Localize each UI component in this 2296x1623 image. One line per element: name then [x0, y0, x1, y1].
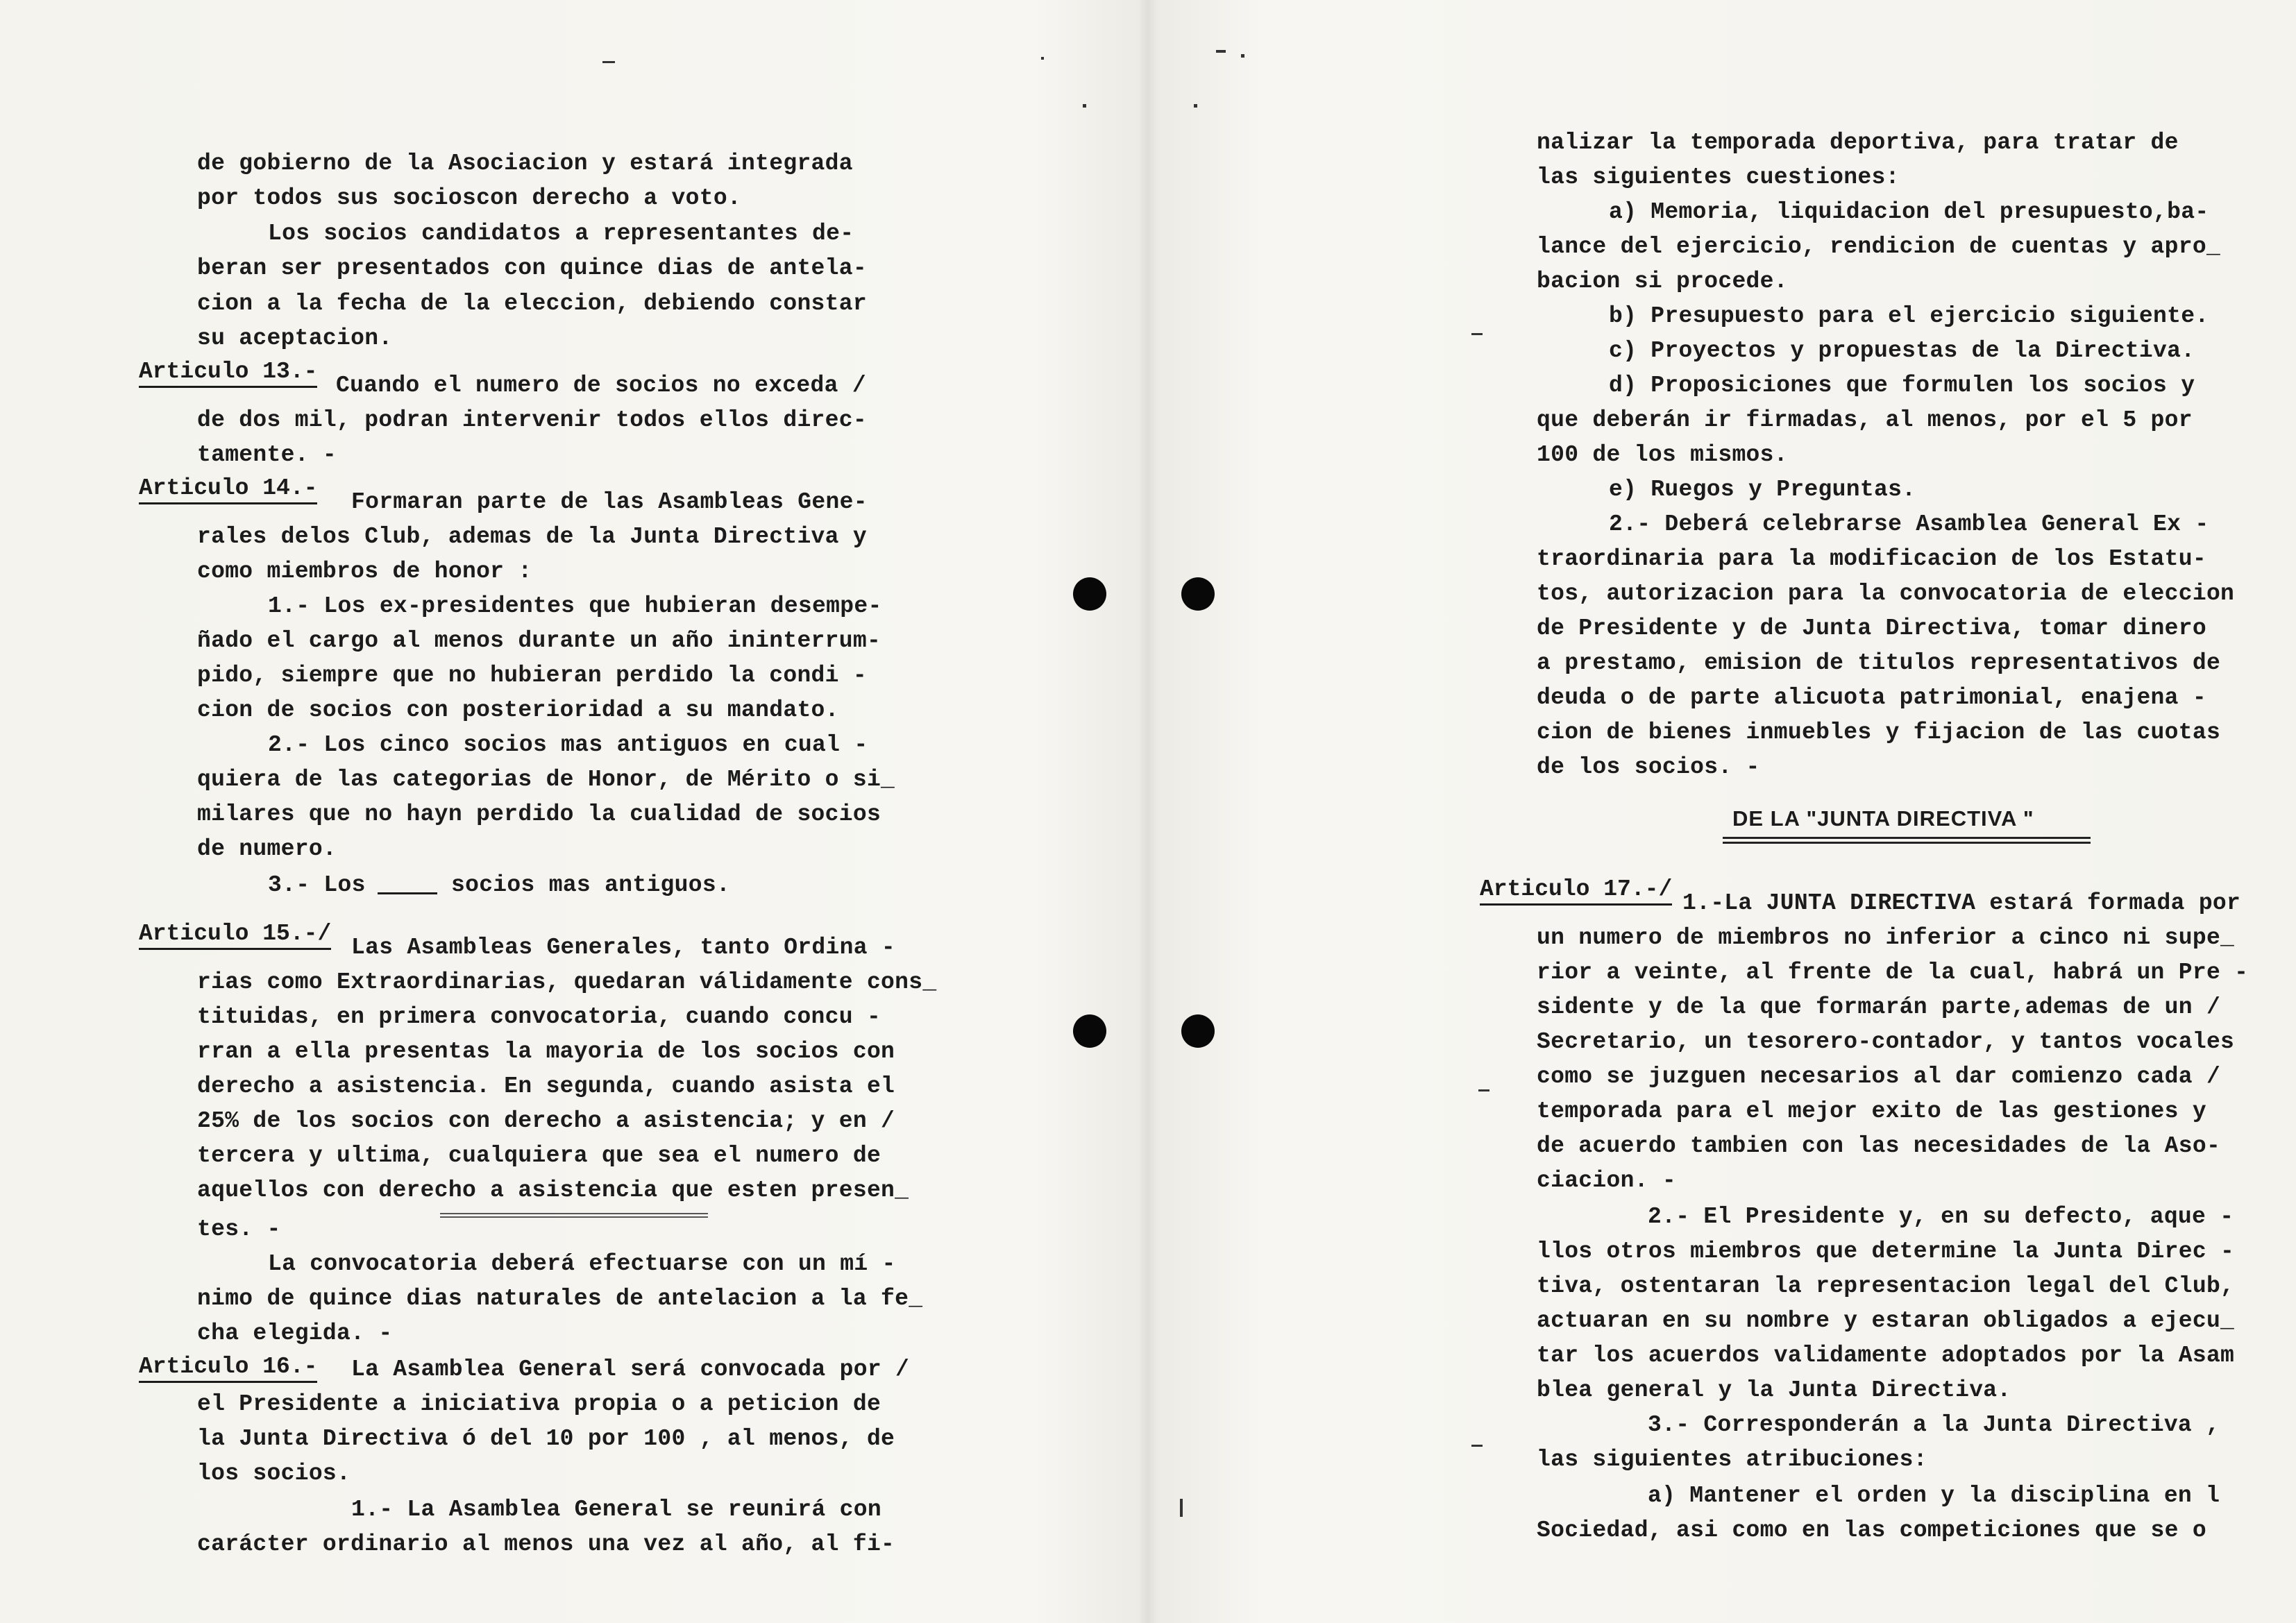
text-line: de acuerdo tambien con las necesidades de la Aso- — [1537, 1133, 2221, 1159]
text-line: su aceptacion. — [197, 325, 393, 351]
text-line: tamente. - — [197, 442, 337, 468]
text-line: quiera de las categorias de Honor, de Mérito o si_ — [197, 767, 895, 792]
text-line: Los socios candidatos a representantes de- — [268, 221, 854, 246]
text-line: como se juzguen necesarios al dar comienzo cada / — [1537, 1064, 2221, 1089]
text-line: que deberán ir firmadas, al menos, por el 5 por — [1537, 407, 2193, 433]
text-line: las siguientes atribuciones: — [1537, 1447, 1927, 1472]
text-line: cha elegida. - — [197, 1320, 393, 1346]
text-line: 1.- Los ex-presidentes que hubieran desempe- — [268, 593, 882, 619]
text-line: 3.- Los — [268, 872, 366, 898]
article-13-heading: Articulo 13.- — [139, 358, 317, 388]
text-line: carácter ordinario al menos una vez al año, al fi- — [197, 1531, 895, 1557]
text-line: sidente y de la que formarán parte,ademas de un / — [1537, 994, 2221, 1020]
text-line: c) Proyectos y propuestas de la Directiva. — [1609, 338, 2195, 364]
text-line: 25% de los socios con derecho a asistencia; y en / — [197, 1108, 895, 1134]
text-line: tar los acuerdos validamente adoptados por la Asam — [1537, 1343, 2235, 1368]
text-line: cion de bienes inmuebles y fijacion de las cuotas — [1537, 720, 2221, 745]
text-line: 3.- Corresponderán a la Junta Directiva , — [1648, 1412, 2220, 1438]
left-page — [0, 0, 1145, 1623]
blank-fill-line — [378, 878, 437, 894]
text-line: un numero de miembros no inferior a cinco ni supe_ — [1537, 925, 2235, 951]
text-line: los socios. — [197, 1461, 351, 1486]
text-line: d) Proposiciones que formulen los socios y — [1609, 373, 2195, 398]
text-line: como miembros de honor : — [197, 559, 532, 584]
text-line: la Junta Directiva ó del 10 por 100 , al menos, de — [197, 1426, 895, 1452]
text-line: rior a veinte, al frente de la cual, habrá un Pre - — [1537, 960, 2249, 985]
text-line: blea general y la Junta Directiva. — [1537, 1377, 2011, 1403]
text-line: socios mas antiguos. — [451, 872, 731, 898]
text-line: de Presidente y de Junta Directiva, tomar dinero — [1537, 615, 2206, 641]
text-line: 2.- Deberá celebrarse Asamblea General Ex - — [1609, 511, 2209, 537]
text-line: rales delos Club, ademas de la Junta Directiva y — [197, 524, 867, 550]
text-line: a) Mantener el orden y la disciplina en l — [1648, 1483, 2220, 1509]
text-line: tiva, ostentaran la representacion legal del Club, — [1537, 1273, 2235, 1299]
article-16-heading: Articulo 16.- — [139, 1353, 317, 1383]
text-line: 1.- La Asamblea General se reunirá con — [351, 1497, 881, 1522]
text-line: beran ser presentados con quince dias de antela- — [197, 255, 867, 281]
text-line: La convocatoria deberá efectuarse con un mí - — [268, 1251, 896, 1277]
text-line: a) Memoria, liquidacion del presupuesto,ba- — [1609, 199, 2209, 225]
text-line: nimo de quince dias naturales de antelacion a la fe_ — [197, 1286, 923, 1311]
text-line: de numero. — [197, 836, 337, 862]
text-line: milares que no hayn perdido la cualidad de socios — [197, 801, 881, 827]
text-line: lance del ejercicio, rendicion de cuentas y apro_ — [1537, 234, 2221, 260]
text-line: 1.-La JUNTA DIRECTIVA estará formada por — [1682, 890, 2241, 916]
text-line: Sociedad, asi como en las competiciones que se o — [1537, 1518, 2206, 1543]
text-line: de los socios. - — [1537, 754, 1760, 780]
text-line: Formaran parte de las Asambleas Gene- — [351, 489, 868, 515]
text-line: de dos mil, podran intervenir todos ellos direc- — [197, 407, 867, 433]
text-line: bacion si procede. — [1537, 269, 1788, 294]
text-line: rias como Extraordinarias, quedaran válidamente cons_ — [197, 969, 937, 995]
text-line: rran a ella presentas la mayoria de los socios con — [197, 1039, 895, 1064]
text-line: aquellos con derecho a asistencia que esten presen_ — [197, 1178, 909, 1203]
text-line: llos otros miembros que determine la Junta Direc - — [1537, 1239, 2235, 1264]
text-line: Secretario, un tesorero-contador, y tantos vocales — [1537, 1029, 2235, 1055]
text-line: cion a la fecha de la eleccion, debiendo constar — [197, 291, 867, 316]
text-line: a prestamo, emision de titulos representativos de — [1537, 650, 2221, 676]
text-line: pido, siempre que no hubieran perdido la condi - — [197, 663, 867, 688]
text-line: deuda o de parte alicuota patrimonial, enajena - — [1537, 685, 2206, 711]
section-title-underline — [1723, 837, 2091, 844]
article-17-heading: Articulo 17.-/ — [1480, 876, 1672, 906]
text-line: tituidas, en primera convocatoria, cuando concu - — [197, 1004, 881, 1030]
text-line: Las Asambleas Generales, tanto Ordina - — [351, 935, 896, 960]
text-line: tos, autorizacion para la convocatoria de eleccion — [1537, 581, 2235, 606]
text-line: por todos sus socioscon derecho a voto. — [197, 185, 742, 211]
text-line: nalizar la temporada deportiva, para tratar de — [1537, 130, 2179, 155]
text-line: La Asamblea General será convocada por / — [351, 1357, 910, 1382]
article-15-heading: Articulo 15.-/ — [139, 920, 331, 950]
text-line: las siguientes cuestiones: — [1537, 164, 1900, 190]
text-line: de gobierno de la Asociacion y estará integrada — [197, 151, 853, 176]
text-line: temporada para el mejor exito de las gestiones y — [1537, 1098, 2206, 1124]
text-line: b) Presupuesto para el ejercicio siguiente. — [1609, 303, 2209, 329]
text-line: ciacion. - — [1537, 1168, 1677, 1193]
text-line: 2.- Los cinco socios mas antiguos en cual - — [268, 732, 868, 758]
text-line: tes. - — [197, 1216, 281, 1242]
text-line: actuaran en su nombre y estaran obligados a ejecu_ — [1537, 1308, 2235, 1334]
text-line: el Presidente a iniciativa propia o a peticion de — [197, 1391, 881, 1417]
text-line: derecho a asistencia. En segunda, cuando asista el — [197, 1073, 895, 1099]
article-14-heading: Articulo 14.- — [139, 475, 317, 504]
double-underline — [440, 1213, 708, 1218]
text-line: tercera y ultima, cualquiera que sea el numero de — [197, 1143, 881, 1169]
text-line: e) Ruegos y Preguntas. — [1609, 477, 1916, 502]
text-line: ñado el cargo al menos durante un año ininterrum- — [197, 628, 881, 654]
text-line: traordinaria para la modificacion de los Estatu- — [1537, 546, 2206, 572]
right-page — [1151, 0, 2296, 1623]
text-line: Cuando el numero de socios no exceda / — [336, 373, 866, 398]
text-line: cion de socios con posterioridad a su mandato. — [197, 697, 839, 723]
section-title: DE LA "JUNTA DIRECTIVA " — [1732, 806, 2034, 831]
text-line: 100 de los mismos. — [1537, 442, 1788, 468]
text-line: 2.- El Presidente y, en su defecto, aque - — [1648, 1204, 2234, 1230]
